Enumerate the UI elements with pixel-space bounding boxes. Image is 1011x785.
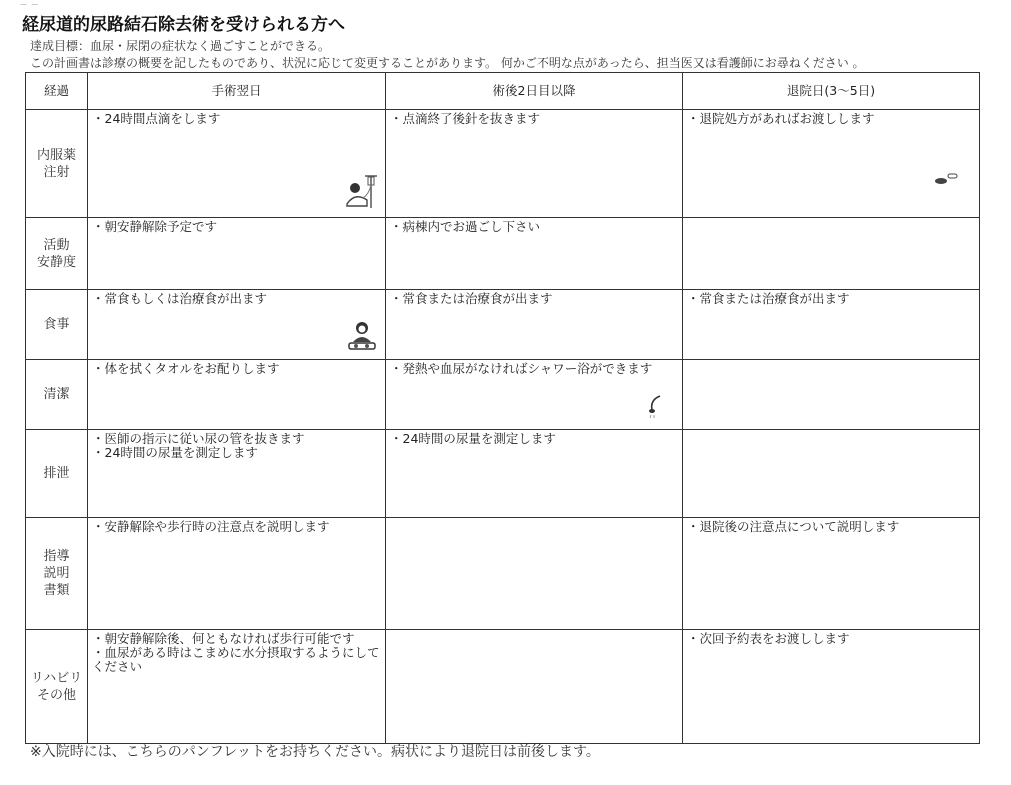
cell-text: ・24時間の尿量を測定します (92, 445, 258, 460)
row-header-line: 排泄 (43, 466, 70, 481)
column-header-discharge-day: 退院日(3〜5日) (683, 73, 980, 110)
row-header-line: 書類 (43, 583, 70, 598)
row-header-line: 活動 (43, 237, 70, 253)
table-cell (683, 290, 980, 360)
row-header-line: 指導 (43, 549, 70, 564)
cell-text: ・24時間の尿量を測定します (390, 431, 556, 446)
table-cell (683, 360, 980, 430)
cell-text: ・体を拭くタオルをお配りします (92, 361, 280, 376)
column-header-day-after-surgery: 手術翌日 (88, 73, 386, 110)
table-cell (386, 518, 683, 630)
row-header-line: リハビリ (30, 670, 83, 686)
row-header-medication-injection (26, 110, 88, 218)
table-cell (386, 630, 683, 744)
table-cell (88, 110, 386, 218)
table-cell (683, 630, 980, 744)
table-cell (88, 360, 386, 430)
row-header-line: 清潔 (43, 387, 70, 402)
shower-icon (646, 394, 664, 423)
row-header-line: その他 (36, 687, 76, 703)
cell-text: ・常食または治療食が出ます (687, 291, 850, 306)
cell-text: ・点滴終了後針を抜きます (390, 111, 541, 126)
table-cell (683, 110, 980, 218)
table-cell (683, 518, 980, 630)
cell-text: ・常食もしくは治療食が出ます (92, 291, 268, 306)
table-row-medication-injection (26, 110, 980, 218)
row-header-guidance-documents (26, 518, 88, 630)
table-header-row (26, 73, 980, 110)
cell-text: ・常食または治療食が出ます (390, 291, 553, 306)
cell-text: ・血尿がある時はこまめに水分摂取するようにしてください (92, 645, 380, 674)
care-plan-table (25, 72, 980, 744)
row-header-line: 内服薬 (36, 147, 76, 163)
document-title: 経尿道的尿路結石除去術を受けられる方へ (22, 15, 345, 35)
table-row-meals (26, 290, 980, 360)
footer-note: ※入院時には、こちらのパンフレットをお持ちください。病状により退院日は前後します。 (30, 744, 600, 760)
table-cell (88, 518, 386, 630)
cell-text: ・医師の指示に従い尿の管を抜きます (92, 431, 305, 446)
table-cell (88, 290, 386, 360)
row-header-activity-rest (26, 218, 88, 290)
table-row-excretion (26, 430, 980, 518)
table-row-hygiene (26, 360, 980, 430)
cell-text: ・朝安静解除予定です (92, 219, 218, 234)
row-header-line: 食事 (43, 317, 70, 332)
table-cell (386, 290, 683, 360)
table-row-activity-rest (26, 218, 980, 290)
table-cell (386, 110, 683, 218)
table-cell (88, 630, 386, 744)
row-header-line: 説明 (43, 566, 70, 581)
table-cell (683, 218, 980, 290)
table-cell (386, 360, 683, 430)
row-header-rehab-other (26, 630, 88, 744)
cell-text: ・退院後の注意点について説明します (687, 519, 900, 534)
cell-text: ・朝安静解除後、何ともなければ歩行可能です (92, 631, 355, 646)
cell-text: ・病棟内でお過ごし下さい (390, 219, 541, 234)
column-header-progress: 経過 (26, 73, 88, 110)
row-header-line: 安静度 (36, 254, 76, 270)
column-header-day2-onward: 術後2日目以降 (386, 73, 683, 110)
goal-text: 達成目標：血尿・尿閉の症状なく過ごすことができる。 (30, 39, 331, 53)
row-header-line: 注射 (43, 164, 70, 180)
table-cell (88, 430, 386, 518)
table-cell (88, 218, 386, 290)
cell-text: ・安静解除や歩行時の注意点を説明します (92, 519, 330, 534)
iv-drip-patient-icon (343, 174, 379, 213)
table-cell (386, 430, 683, 518)
header-scan-mark: — — (20, 0, 40, 8)
row-header-excretion (26, 430, 88, 518)
notice-text: この計画書は診療の概要を記したものであり、状況に応じて変更することがあります。 何かご不明な点があったら、担当医又は看護師にお尋ねください 。 (30, 56, 865, 70)
medicine-icon (933, 172, 959, 189)
table-cell (683, 430, 980, 518)
cell-text: ・発熱や血尿がなければシャワー浴ができます (390, 361, 653, 376)
meal-person-icon (347, 320, 377, 355)
table-cell (386, 218, 683, 290)
cell-text: ・24時間点滴をします (92, 111, 221, 126)
row-header-hygiene (26, 360, 88, 430)
table-row-guidance-documents (26, 518, 980, 630)
cell-text: ・退院処方があればお渡しします (687, 111, 875, 126)
table-row-rehab-other (26, 630, 980, 744)
cell-text: ・次回予約表をお渡しします (687, 631, 850, 646)
row-header-meals (26, 290, 88, 360)
